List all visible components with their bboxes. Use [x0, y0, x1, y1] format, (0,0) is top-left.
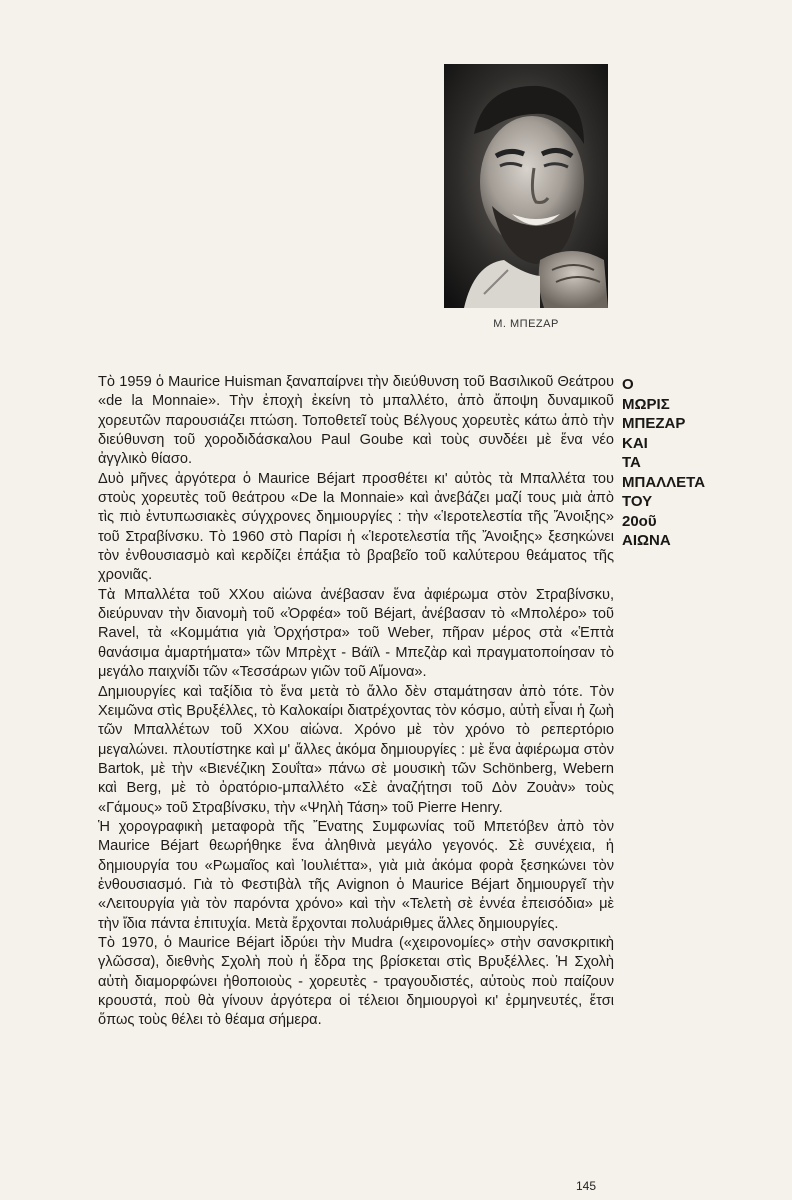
title-line: ΚΑΙ [622, 434, 648, 452]
title-line: ΑΙΩΝΑ [622, 532, 671, 549]
portrait-photo [444, 64, 608, 308]
title-line: ΤΑ [622, 454, 641, 471]
title-line: Ο [622, 376, 634, 393]
photo-caption: Μ. ΜΠΕΖΑΡ [493, 318, 559, 330]
portrait-image [444, 64, 608, 308]
paragraph-4: Δημιουργίες καὶ ταξίδια τὸ ἕνα μετὰ τὸ ἄλλο δὲν σταμάτησαν ἀπὸ τότε. Τὸν Χειμῶνα στὶς Βρυξέλλες, τὸ Καλοκαίρι διατρέχοντας τὸν κόσμο, αὐτὴ εἶναι ἡ ζωὴ τῶν Μπαλλέτων τοῦ XXου αἰώνα. Χρόνο μὲ τὸν χρόνο τὸ ρεπερτόριο μεγαλώνει. πλουτίστηκε καὶ μ' ἄλλες ἀκόμα δημιουργίες : μὲ ἕνα ἀφιέρωμα στὸν Bartok, μὲ τὴν «Βιενέζικη Σουΐτα» πάνω σὲ μουσικὴ τῶν Schönberg, Webern καὶ Berg, μὲ τὸ ὀρατόριο-μπαλλέτο «Σὲ ἀναζήτησι τοῦ Δὸν Ζουὰν» τοὺς «Γάμους» τοῦ Στραβίνσκυ, τὴν «Ψηλὴ Τάση» τοῦ Pierre Henry. [98, 683, 614, 816]
paragraph-6: Τὸ 1970, ὁ Maurice Béjart ἱδρύει τὴν Mudra («χειρονομίες» στὴν σανσκριτικὴ γλῶσσα), διεθνὴς Σχολὴ ποὺ ἡ ἕδρα της βρίσκεται στὶς Βρυξέλλες. Ἡ Σχολὴ αὐτὴ διαμορφώνει ἠθοποιοὺς - χορευτὲς - τραγουδιστές, αὐτοὺς ποὺ παίζουν κρουστά, ποὺ θὰ γίνουν ἀργότερα οἱ τέλειοι δημιουργοὶ κι' ἑρμηνευτές, ἔτσι ὅπως τοὺς θέλει τὸ θέαμα σήμερα. [98, 934, 614, 1029]
title-line: ΤΟΥ [622, 493, 653, 510]
paragraph-1: Τὸ 1959 ὁ Maurice Huisman ξαναπαίρνει τὴν διεύθυνση τοῦ Βασιλικοῦ Θεάτρου «de la Monnaie». Τὴν ἐποχὴ ἐκείνη τὸ μπαλλέτο, ἀπὸ ἄποψη δυναμικοῦ χορευτῶν παρουσιάζει πτώση. Τοποθετεῖ τοὺς Βέλγους χορευτὲς κάτω ἀπὸ τὴν διεύθυνση τοῦ χοροδιδάσκαλου Paul Goube καὶ τοὺς συνδέει μὲ ἕνα νέο ἀγγλικὸ θίασο. [98, 374, 614, 468]
paragraph-3: Τὰ Μπαλλέτα τοῦ XXου αἰώνα ἀνέβασαν ἕνα ἀφιέρωμα στὸν Στραβίνσκυ, διεύρυναν τὴν διανομὴ τοῦ «Ὀρφέα» τοῦ Béjart, ἀνέβασαν τὸ «Μπολέρο» τοῦ Ravel, τὰ «Κομμάτια γιὰ Ὀρχήστρα» τοῦ Weber, πῆραν μέρος στὰ «Ἑπτὰ θανάσιμα ἁμαρτήματα» τῶν Μπρὲχτ - Βάϊλ - Μπεζὰρ καὶ πραγματοποίησαν τὸ μεγάλο παιχνίδι τῶν «Τεσσάρων γιῶν τοῦ Αἴμονα». [98, 586, 614, 681]
title-line: 20οῦ [622, 512, 657, 530]
title-line: ΜΠΑΛΛΕΤΑ [622, 473, 706, 491]
paragraph-5: Ἡ χορογραφικὴ μεταφορὰ τῆς Ἔνατης Συμφωνίας τοῦ Μπετόβεν ἀπὸ τὸν Maurice Béjart θεωρήθηκε ἕνα ἀληθινὰ μεγάλο γεγονός. Σὲ συνέχεια, ἡ δημιουργία του «Ρωμαῖος καὶ Ἰουλιέττα», γιὰ μιὰ ἀκόμα φορὰ ξεσηκώνει τὸν ἐνθουσιασμό. Γιὰ τὸ Φεστιβὰλ τῆς Avignon ὁ Maurice Béjart δημιουργεῖ τὴν «Λειτουργία γιὰ τὸν παρόντα χρόνο» καὶ τὴν «Τελετὴ σὲ ἐννέα ἐπεισόδια» μὲ τὴν ἴδια πάντα ἐπιτυχία. Μετὰ ἔρχονται πολυάριθμες ἄλλες δημιουργίες. [98, 818, 614, 932]
title-line: ΜΠΕΖΑΡ [622, 415, 686, 432]
article-title [622, 375, 742, 551]
title-line: ΜΩΡΙΣ [622, 395, 670, 413]
page-number: 145 [576, 1179, 597, 1193]
paragraph-2: Δυὸ μῆνες ἀργότερα ὁ Maurice Béjart προσθέτει κι' αὐτὸς τὰ Μπαλλέτα του στοὺς χορευτὲς τοῦ θεάτρου «De la Monnaie» καὶ ἀνεβάζει μαζί τους μιὰ ἀπὸ τὶς πιὸ ἐντυπωσιακὲς σύγχρονες δημιουργίες : τὴν «Ἱεροτελεστία τῆς Ἄνοιξης» τοῦ Στραβίνσκυ. Τὸ 1960 στὸ Παρίσι ἡ «Ἱεροτελεστία τῆς Ἄνοιξης» ξεσηκώνει τὸν ἐνθουσιασμὸ καὶ κερδίζει ἐπάξια τὸ βραβεῖο τοῦ καλύτερου θεάματος τῆς χρονιᾶς. [98, 470, 614, 584]
article-body [98, 373, 614, 1031]
